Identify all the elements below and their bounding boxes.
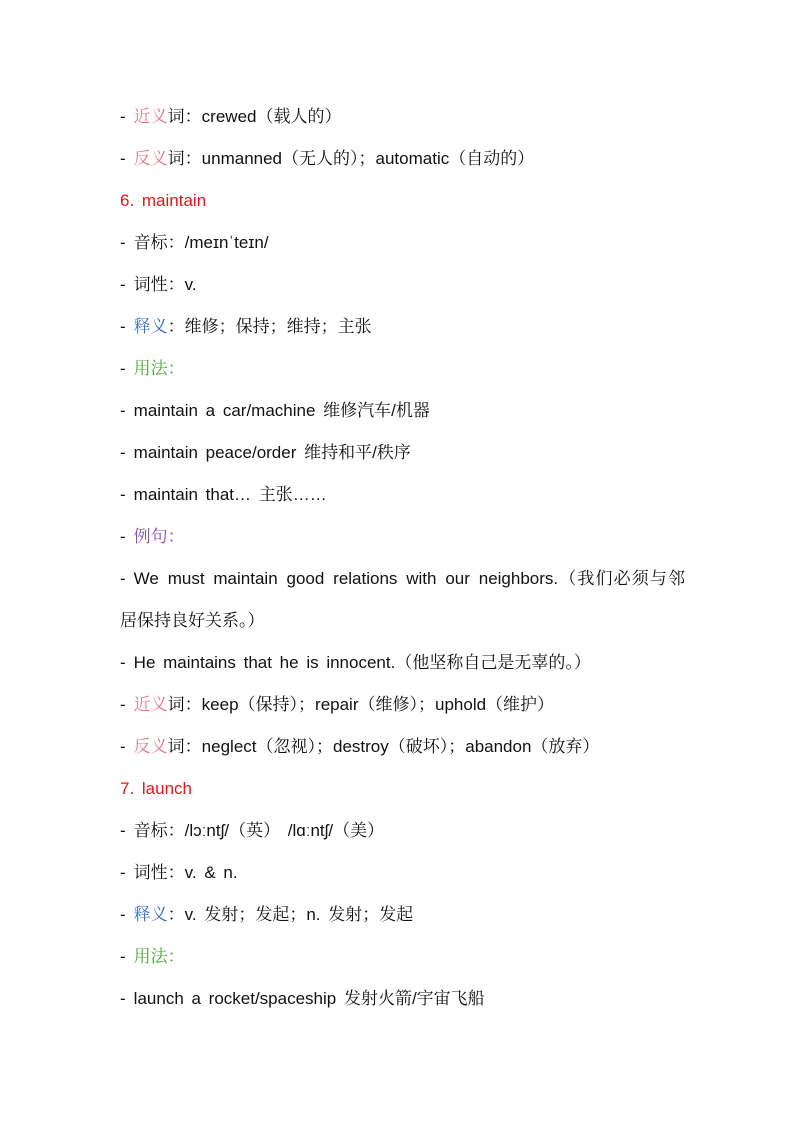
antonym-line: [120, 142, 685, 184]
usage-text: launch a rocket/spaceship 发射火箭/宇宙飞船: [133, 989, 485, 1008]
usage-label-line: [120, 352, 685, 394]
usage-item: [120, 478, 685, 520]
bullet-dash: -: [120, 359, 126, 378]
usage-label: 用法: [133, 947, 168, 966]
example-item: [120, 558, 685, 642]
antonym-text: neglect（忽视）；destroy（破坏）；abandon（放弃）: [201, 737, 600, 756]
bullet-dash: -: [120, 653, 126, 672]
phonetic-line: [120, 814, 685, 856]
synonym-suffix: 词：: [167, 107, 202, 126]
usage-label-line: [120, 940, 685, 982]
usage-item: [120, 982, 685, 1024]
bullet-dash: -: [120, 107, 126, 126]
synonym-line: [120, 688, 685, 730]
antonym-text: unmanned（无人的）；automatic（自动的）: [201, 149, 535, 168]
antonym-line: [120, 730, 685, 772]
phonetic-line: [120, 226, 685, 268]
usage-item: [120, 394, 685, 436]
synonym-line: [120, 100, 685, 142]
bullet-dash: -: [120, 149, 126, 168]
example-colon: ：: [167, 527, 185, 546]
definition-line: [120, 310, 685, 352]
example-label: 例句: [133, 527, 168, 546]
definition-text: ：v. 发射；发起；n. 发射；发起: [167, 905, 414, 924]
definition-line: [120, 898, 685, 940]
bullet-dash: -: [120, 569, 126, 588]
bullet-dash: -: [120, 695, 126, 714]
usage-label: 用法: [133, 359, 168, 378]
antonym-label: 反义: [133, 737, 168, 756]
phonetic-text: 音标：/meɪnˈteɪn/: [133, 233, 269, 252]
synonym-label: 近义: [133, 107, 168, 126]
example-item: [120, 646, 685, 688]
definition-label: 释义: [133, 317, 168, 336]
example-text: We must maintain good relations with our neighbors.（我们必须与邻居保持良好关系。）: [120, 569, 685, 630]
entry-heading-maintain: 6. maintain: [120, 191, 207, 210]
usage-colon: ：: [167, 359, 185, 378]
bullet-dash: -: [120, 443, 126, 462]
bullet-dash: -: [120, 233, 126, 252]
bullet-dash: -: [120, 863, 126, 882]
synonym-label: 近义: [133, 695, 168, 714]
document-page: [120, 100, 685, 1024]
entry-heading-launch: 7. launch: [120, 779, 192, 798]
example-text: He maintains that he is innocent.（他坚称自己是无辜的。）: [133, 653, 591, 672]
bullet-dash: -: [120, 989, 126, 1008]
usage-text: maintain a car/machine 维修汽车/机器: [133, 401, 430, 420]
part-of-speech-text: 词性：v. & n.: [133, 863, 238, 882]
usage-item: [120, 436, 685, 478]
bullet-dash: -: [120, 947, 126, 966]
bullet-dash: -: [120, 485, 126, 504]
bullet-dash: -: [120, 275, 126, 294]
bullet-dash: -: [120, 527, 126, 546]
bullet-dash: -: [120, 905, 126, 924]
part-of-speech-line: [120, 268, 685, 310]
definition-label: 释义: [133, 905, 168, 924]
example-label-line: [120, 520, 685, 562]
synonym-text: keep（保持）；repair（维修）；uphold（维护）: [201, 695, 555, 714]
synonym-text: crewed（载人的）: [201, 107, 342, 126]
bullet-dash: -: [120, 737, 126, 756]
definition-text: ：维修；保持；维持；主张: [167, 317, 372, 336]
part-of-speech-line: [120, 856, 685, 898]
antonym-label: 反义: [133, 149, 168, 168]
antonym-suffix: 词：: [167, 149, 202, 168]
usage-text: maintain that… 主张……: [133, 485, 327, 504]
bullet-dash: -: [120, 401, 126, 420]
antonym-suffix: 词：: [167, 737, 202, 756]
usage-text: maintain peace/order 维持和平/秩序: [133, 443, 411, 462]
bullet-dash: -: [120, 821, 126, 840]
part-of-speech-text: 词性：v.: [133, 275, 197, 294]
phonetic-text: 音标：/lɔːntʃ/（英） /lɑːntʃ/（美）: [133, 821, 385, 840]
usage-colon: ：: [167, 947, 185, 966]
bullet-dash: -: [120, 317, 126, 336]
synonym-suffix: 词：: [167, 695, 202, 714]
